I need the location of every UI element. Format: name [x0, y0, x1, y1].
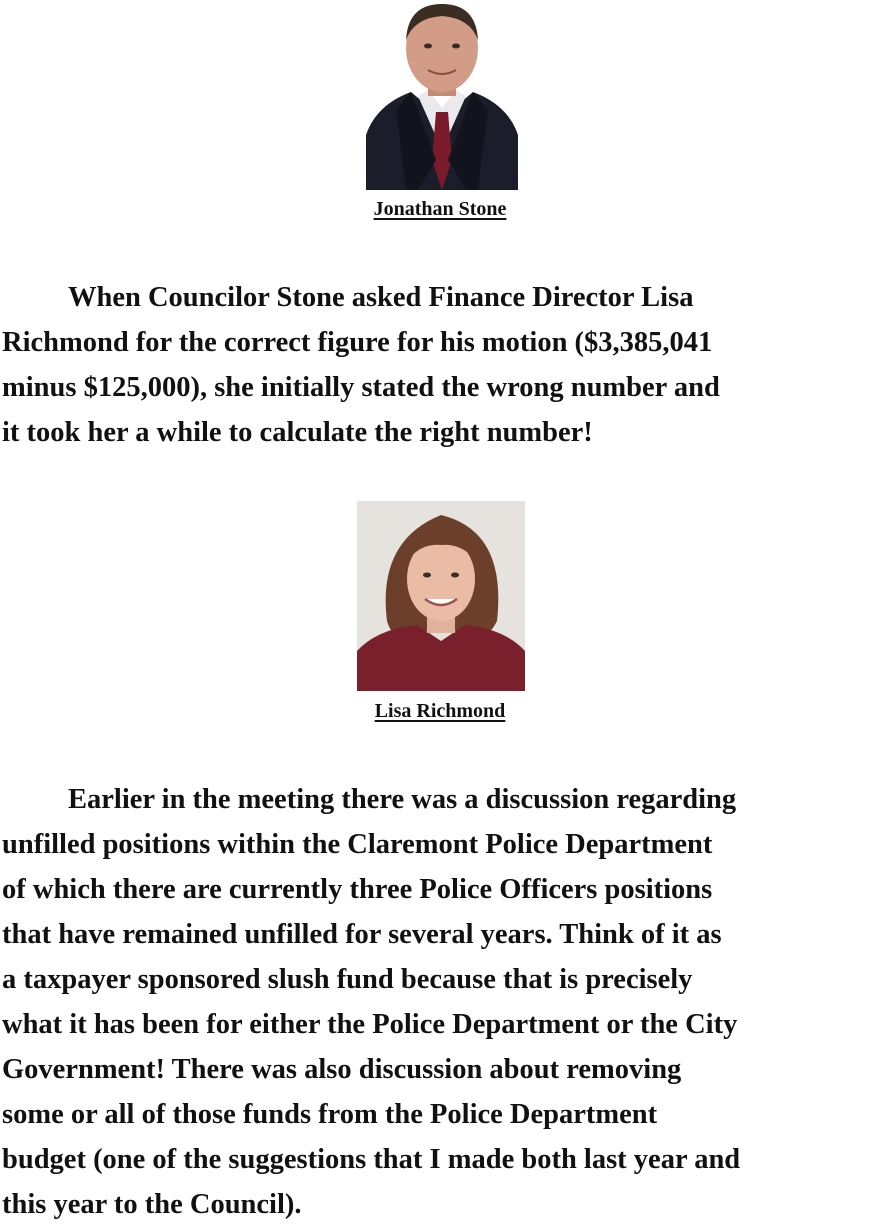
paragraph-1-line: minus $125,000), she initially stated the wrong number and [2, 372, 720, 403]
paragraph-2-line: Earlier in the meeting there was a discussion regarding [68, 784, 737, 815]
paragraph-2-line: some or all of those funds from the Police Department [2, 1099, 658, 1130]
paragraph-2-line: that have remained unfilled for several years. Think of it as [2, 919, 722, 950]
lisa-richmond-photo [357, 501, 525, 691]
paragraph-1-line: When Councilor Stone asked Finance Director Lisa [68, 282, 694, 313]
paragraph-2-line: budget (one of the suggestions that I made both last year and [2, 1144, 741, 1175]
paragraph-2-line: what it has been for either the Police Department or the City [2, 1009, 738, 1040]
paragraph-1 [2, 275, 878, 455]
paragraph-2 [2, 777, 878, 1227]
paragraph-2-line: of which there are currently three Police Officers positions [2, 874, 713, 905]
paragraph-2-line: Government! There was also discussion about removing [2, 1054, 682, 1085]
paragraph-1-line: Richmond for the correct figure for his motion ($3,385,041 [2, 327, 713, 358]
jonathan-stone-photo [366, 0, 518, 190]
paragraph-2-line: a taxpayer sponsored slush fund because that is precisely [2, 964, 693, 995]
jonathan-stone-caption: Jonathan Stone [373, 198, 507, 220]
paragraph-1-line: it took her a while to calculate the right number! [2, 417, 593, 448]
lisa-richmond-caption: Lisa Richmond [374, 700, 506, 722]
paragraph-2-line: unfilled positions within the Claremont Police Department [2, 829, 713, 860]
paragraph-2-line: this year to the Council). [2, 1189, 302, 1220]
